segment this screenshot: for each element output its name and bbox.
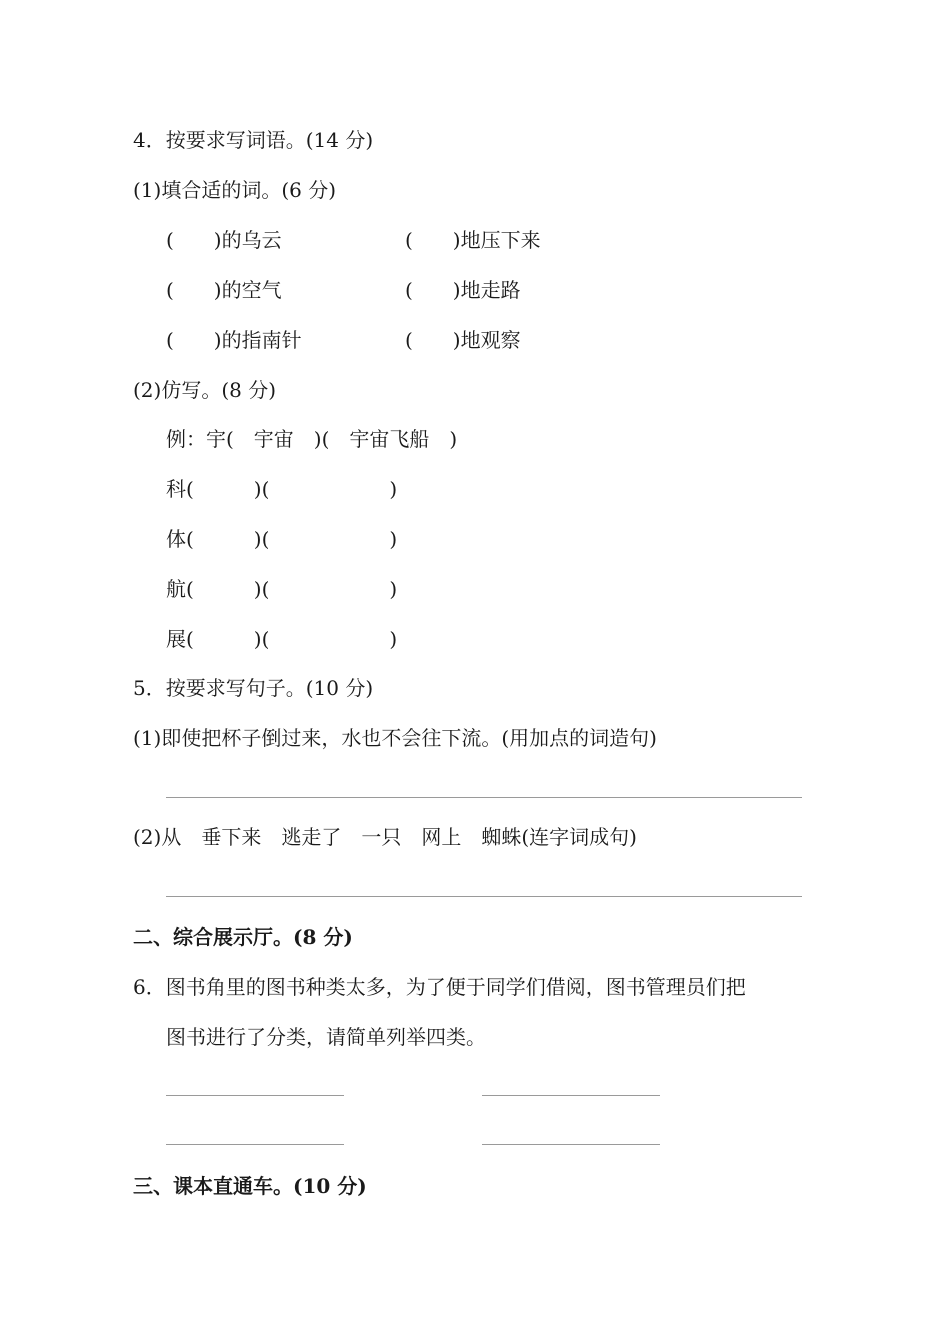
q4-imitate-row-4: 展( )( ) — [166, 627, 398, 651]
answer-line — [482, 1095, 660, 1096]
q4-imitate-row-3: 航( )( ) — [166, 577, 398, 601]
q4-fill-left-2: ( )的空气 — [166, 278, 282, 302]
q4-fill-right-1: ( )地压下来 — [405, 228, 541, 252]
q4-part1-title: (1)填合适的词。(6 分) — [133, 178, 337, 202]
q4-imitate-row-1: 科( )( ) — [166, 477, 398, 501]
q4-fill-left-1: ( )的乌云 — [166, 228, 282, 252]
answer-line — [166, 1095, 344, 1096]
answer-line — [166, 1144, 344, 1145]
answer-line — [166, 797, 802, 798]
q4-fill-right-3: ( )地观察 — [405, 328, 521, 352]
q6-line-2: 图书进行了分类，请简单列举四类。 — [166, 1025, 486, 1049]
answer-line — [482, 1144, 660, 1145]
q4-example: 例：宇( 宇宙 )( 宇宙飞船 ) — [166, 427, 458, 451]
q4-imitate-row-2: 体( )( ) — [166, 527, 398, 551]
q4-title: 4．按要求写词语。(14 分) — [133, 128, 374, 152]
q4-fill-left-3: ( )的指南针 — [166, 328, 302, 352]
q5-part2: (2)从 垂下来 逃走了 一只 网上 蜘蛛(连字词成句) — [133, 825, 637, 849]
q4-part2-title: (2)仿写。(8 分) — [133, 378, 277, 402]
section-2-title: 二、综合展示厅。(8 分) — [133, 925, 353, 949]
q4-fill-right-2: ( )地走路 — [405, 278, 521, 302]
q5-part1: (1)即使把杯子倒过来，水也不会往下流。(用加点的词造句) — [133, 726, 657, 750]
section-3-title: 三、课本直通车。(10 分) — [133, 1174, 367, 1198]
q6-line-1: 6．图书角里的图书种类太多，为了便于同学们借阅，图书管理员们把 — [133, 975, 746, 999]
q5-title: 5．按要求写句子。(10 分) — [133, 676, 374, 700]
answer-line — [166, 896, 802, 897]
